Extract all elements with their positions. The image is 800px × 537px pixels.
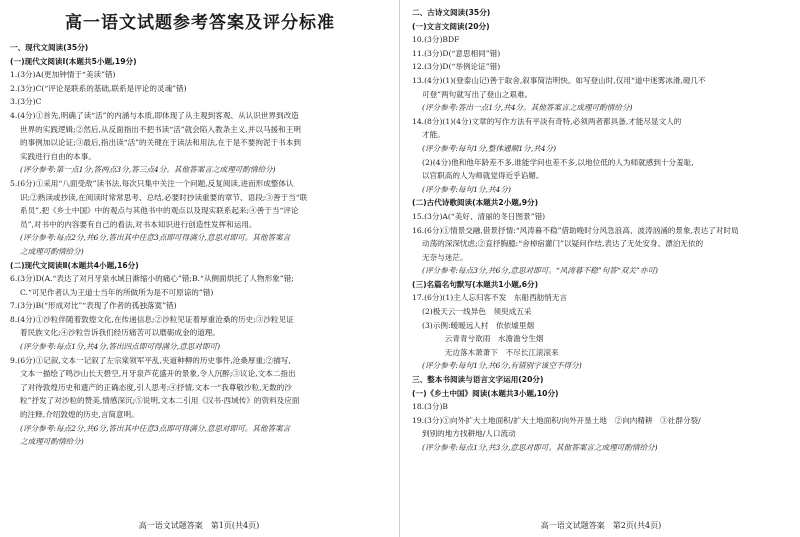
page-footer: 高一语文试题答案 第2页(共4页): [540, 521, 662, 530]
text-line: 12.(3分)D(“举例论证”错): [412, 62, 501, 72]
text-line: 6.(3分)D(A.“表达了对月牙泉水域日渐缩小的痛心”错;B.“从侧面烘托了人物形象”错;: [10, 274, 294, 284]
text-line: 的事例加以论证;③最后,指出读“活”的关键在于读法和用法,在于是不要拘泥于书本到: [20, 138, 301, 148]
text-line: 14.(8分)(1)(4分)文章的写作方法有平淡有奇特,必须两者都具备,才能尽显文人的: [412, 116, 682, 126]
text-line: 识;②熟读或抄读,在阅读时常常思考、总结,必要时抄读重要的章节、语段;③善于当“联: [20, 192, 308, 202]
text-line: 8.(4分)①沙粒伴随着敦煌文化,在传递信息;②沙粒见证着厚重沧桑的历史;③沙粒见证: [10, 314, 294, 324]
section-heading: (一)《乡土中国》阅读(本题共3小题,10分): [412, 388, 559, 398]
text-line: 实践进行自由的本事。: [20, 151, 96, 161]
text-line: 9.(6分)①记叙,文本一记叙了左宗棠领军平乱,夹道种柳的历史事件,沧桑厚重;②描写,: [10, 355, 291, 365]
text-line: (评分参考:每句1分,共6分,有错别字该空不得分): [422, 361, 582, 371]
text-line: (评分参考:每句1分,整体通顺1分,共4分): [422, 143, 557, 153]
text-line: C.“可见作者认为王道士当年的所做所为是不可原谅的”错): [20, 287, 214, 297]
text-line: (评分参考:第一点1分,答两点3分,答三点4分。其他答案言之成理可酌情给分): [20, 165, 276, 175]
text-line: 2.(3分)C(“评论是联系的基础,联系是评论的灵魂”错): [10, 83, 187, 93]
page-2-body: [412, 6, 790, 455]
text-line: 1.(3分)A(更加钟情于“美读”错): [10, 70, 116, 80]
text-line: 以官职高的人为师就觉得近乎谄媚。: [422, 171, 544, 181]
text-line: 世界的实践逻辑;②然后,从反面指出不把书读“活”就会陷入教条主义,并以马援和王明: [20, 124, 301, 134]
text-line: 了对待敦煌历史和遗产的正确态度,引人思考;④抒情,文本一“我尊敬沙粒,无数的沙: [20, 382, 292, 392]
section-heading: 一、现代文阅读(35分): [10, 43, 89, 52]
text-line: 着民族文化;④沙粒告诉我们经历痛苦可以磨砺成金的道理。: [20, 328, 220, 338]
text-line: 19.(3分)①向外扩大土地面积/扩大土地面积/向外开垦土地 ②向内精耕 ③社群分裂/: [412, 415, 701, 425]
page-footer: 高一语文试题答案 第1页(共4页): [138, 521, 260, 530]
text-line: 13.(4分)(1)(登泰山记)善于取舍,叙事简洁明快。如写登山时,仅用“道中迷雾冰滑,磴几不: [412, 75, 706, 85]
text-line: 粒”抒发了对沙粒的赞美,情感深沉;⑤说明,文本二引用《汉书·西域传》的资料及应面: [20, 396, 300, 406]
text-line: 的注释,介绍敦煌的历史,言简意明。: [20, 410, 139, 420]
text-line: 11.(3分)D(“意思相同”错): [412, 48, 501, 58]
answer-page-2: [402, 0, 800, 537]
text-line: 系员”,把《乡土中国》中的观点与其他书中的观点以及现实联系起来;④善于当“评论: [20, 206, 299, 216]
answer-page-1: [0, 0, 398, 537]
text-line: 员”,对书中的内容要有自己的看法,对书本知识进行创造性发挥和运用。: [20, 219, 257, 229]
text-line: (2)极天云一线异色 须臾成五采: [422, 307, 532, 317]
text-line: (评分参考:每点3分,共6分,意思对即可。“风涛暮不稳”句答“双关”亦可): [422, 266, 658, 276]
text-line: (评分参考:每点1分,共3分,意思对即可。其他答案言之成理可酌情给分): [422, 443, 658, 452]
text-line: 16.(6分)①情景交融,借景抒情:“风涛暮不稳”借助晚时分风急浪高、波涛汹涌的景象,表达了对时局: [412, 225, 739, 235]
section-heading: (一)文言文阅读(20分): [412, 21, 490, 31]
text-line: (评分参考:每点1分,共4分,答出四点即可得满分,意思对即可): [20, 342, 221, 352]
section-heading: (二)现代文阅读Ⅱ(本题共4小题,16分): [10, 260, 139, 270]
text-line: (评分参考:每点2分,共6分,答出其中任意3点即可得满分,意思对即可。其他答案言: [20, 423, 291, 433]
text-line: 7.(3分)B(“形成对比”“表现了作者的孤独落寞”错): [10, 301, 177, 311]
text-line: 18.(3分)B: [412, 402, 449, 412]
text-line: 云青青兮欲雨 水澹澹兮生烟: [422, 334, 544, 344]
section-heading: 二、古诗文阅读(35分): [412, 8, 491, 17]
section-heading: (二)古代诗歌阅读(本题共2小题,9分): [412, 198, 539, 208]
text-line: 无边落木萧萧下 不尽长江滚滚来: [422, 347, 559, 357]
text-line: (评分参考:每句1分,共4分): [422, 184, 511, 194]
text-line: 可登”两句就写出了登山之艰难。: [422, 89, 533, 99]
text-line: 文本一描绘了鸣沙山长天碧空,月牙泉芦花盛开的景象,令人沉醉;③议论,文本二指出: [20, 369, 296, 379]
text-line: 才能。: [422, 130, 445, 140]
text-line: 到别的地方找耕地/人口流动: [422, 429, 516, 439]
text-line: 5.(6分)①采用“八面受敌”读书法,每次只集中关注一个问题,反复阅读,进而形成整体认: [10, 178, 294, 188]
text-line: (评分参考:每点2分,共6分,答出其中任意3点即可得满分,意思对即可。其他答案言: [20, 233, 291, 243]
text-line: 动荡的深深忧虑;②直抒胸臆:“舍棹宿灌门”以疑问作结,表达了无处安身、漂泊无依的: [422, 239, 704, 249]
page-divider: [399, 0, 400, 537]
page-1-body: [10, 41, 390, 449]
text-line: 之成理可酌情给分): [20, 246, 84, 256]
text-line: (2)(4分)他和他年龄差不多,谁能学问也差不多,以地位低的人为师就感到十分羞耻,: [422, 157, 694, 167]
text-line: (3)示例:暧暧远人村 依依墟里烟: [422, 320, 535, 330]
section-heading: (一)现代文阅读Ⅰ(本题共5小题,19分): [10, 56, 137, 66]
text-line: (评分参考:答出一点1分,共4分。其他答案言之成理可酌情给分): [422, 103, 633, 113]
section-heading: 三、整本书阅读与语言文字运用(20分): [412, 375, 544, 385]
text-line: 3.(3分)C: [10, 97, 42, 107]
text-line: 之成理可酌情给分): [20, 437, 84, 447]
text-line: 15.(3分)A(“美好、清丽的冬日图景”错): [412, 211, 546, 221]
page-title: 高一语文试题参考答案及评分标准: [65, 13, 335, 33]
text-line: 4.(4分)①首先,明确了读“活”的内涵与本质,即体现了从主观到客观、从认识世界到改造: [10, 110, 299, 120]
text-line: 17.(6分)(1)主人忘归客不发 东船西舫悄无言: [412, 293, 568, 303]
text-line: 10.(3分)BDF: [412, 35, 460, 45]
text-line: 无奈与迷茫。: [422, 252, 468, 262]
section-heading: (三)名篇名句默写(本题共1小题,6分): [412, 279, 539, 289]
